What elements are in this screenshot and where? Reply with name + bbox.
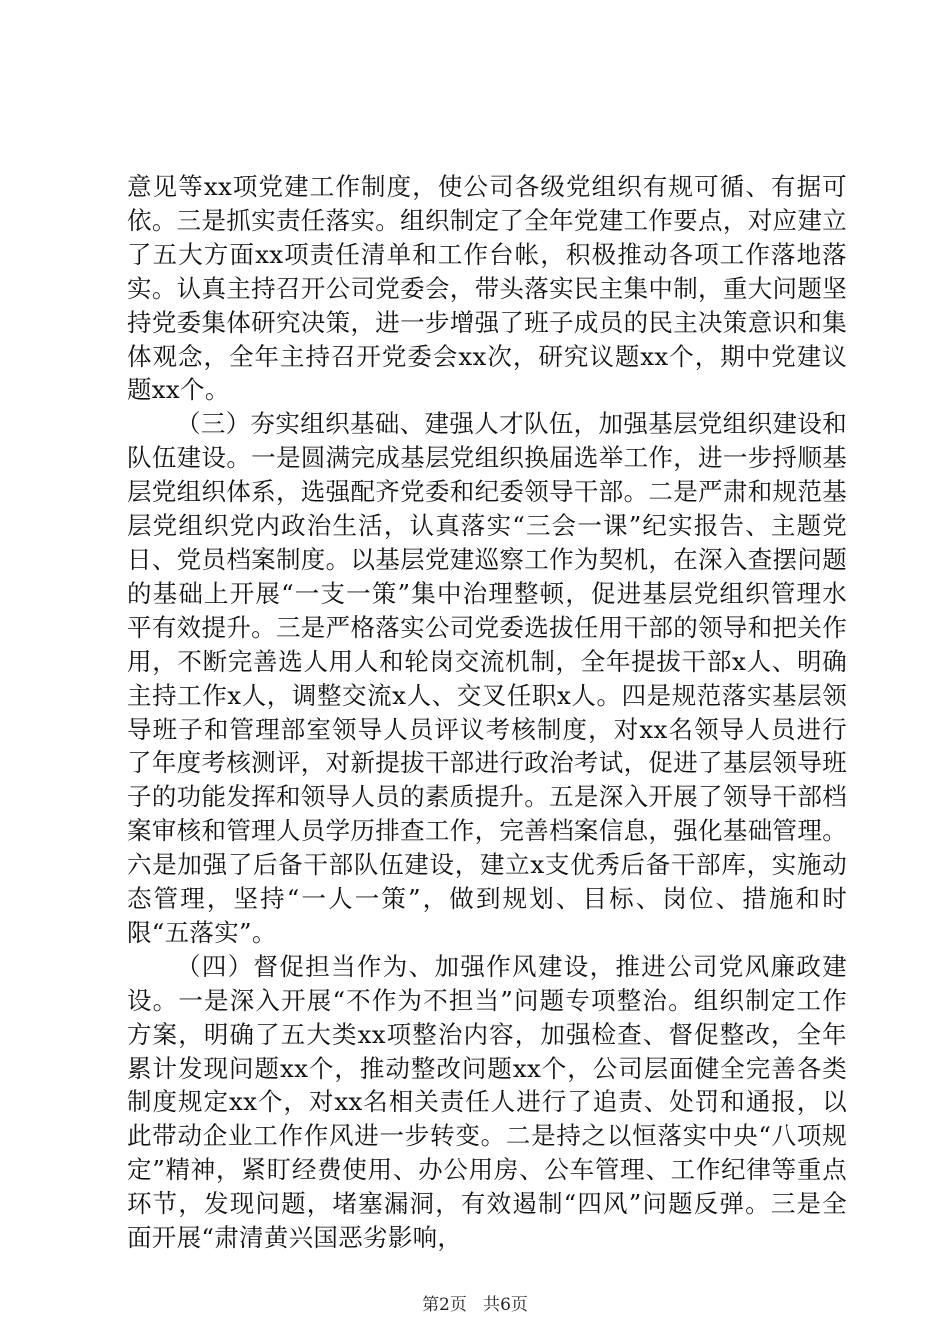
footer-spacer [472,1295,477,1315]
document-body [127,170,847,1255]
paragraph-1: 意见等xx项党建工作制度，使公司各级党组织有规可循、有据可依。三是抓实责任落实。组织制定了全年党建工作要点，对应建立了五大方面xx项责任清单和工作台帐，积极推动各项工作落地落实。认真主持召开公司党委会，带头落实民主集中制，重大问题坚持党委集体研究决策，进一步增强了班子成员的民主决策意识和集体观念，全年主持召开党委会xx次，研究议题xx个，期中党建议题xx个。 [127,172,847,405]
paragraph-2: （三）夯实组织基础、建强人才队伍，加强基层党组织建设和队伍建设。一是圆满完成基层党组织换届选举工作，进一步捋顺基层党组织体系，选强配齐党委和纪委领导干部。二是严肃和规范基层党组织党内政治生活，认真落实“三会一课”纪实报告、主题党日、党员档案制度。以基层党建巡察工作为契机，在深入查摆问题的基础上开展“一支一策”集中治理整顿，促进基层党组织管理水平有效提升。三是严格落实公司党委选拔任用干部的领导和把关作用，不断完善选人用人和轮岗交流机制，全年提拔干部x人、明确主持工作x人，调整交流x人、交叉任职x人。四是规范落实基层领导班子和管理部室领导人员评议考核制度，对xx名领导人员进行了年度考核测评，对新提拔干部进行政治考试，促进了基层领导班子的功能发挥和领导人员的素质提升。五是深入开展了领导干部档案审核和管理人员学历排查工作，完善档案信息，强化基础管理。六是加强了后备干部队伍建设，建立x支优秀后备干部库，实施动态管理，坚持“一人一策”，做到规划、目标、岗位、措施和时限“五落实”。 [127,409,847,947]
page-number: 第2页 [422,1295,467,1315]
page-footer [0,1295,950,1315]
page-total: 共6页 [483,1295,528,1315]
paragraph-3: （四）督促担当作为、加强作风建设，推进公司党风廉政建设。一是深入开展“不作为不担当”问题专项整治。组织制定工作方案，明确了五大类xx项整治内容，加强检查、督促整改，全年累计发现问题xx个，推动整改问题xx个，公司层面健全完善各类制度规定xx个，对xx名相关责任人进行了追责、处罚和通报，以此带动企业工作作风进一步转变。二是持之以恒落实中央“八项规定”精神，紧盯经费使用、办公用房、公车管理、工作纪律等重点环节，发现问题，堵塞漏洞，有效遏制“四风”问题反弹。三是全面开展“肃清黄兴国恶劣影响， [127,951,847,1253]
